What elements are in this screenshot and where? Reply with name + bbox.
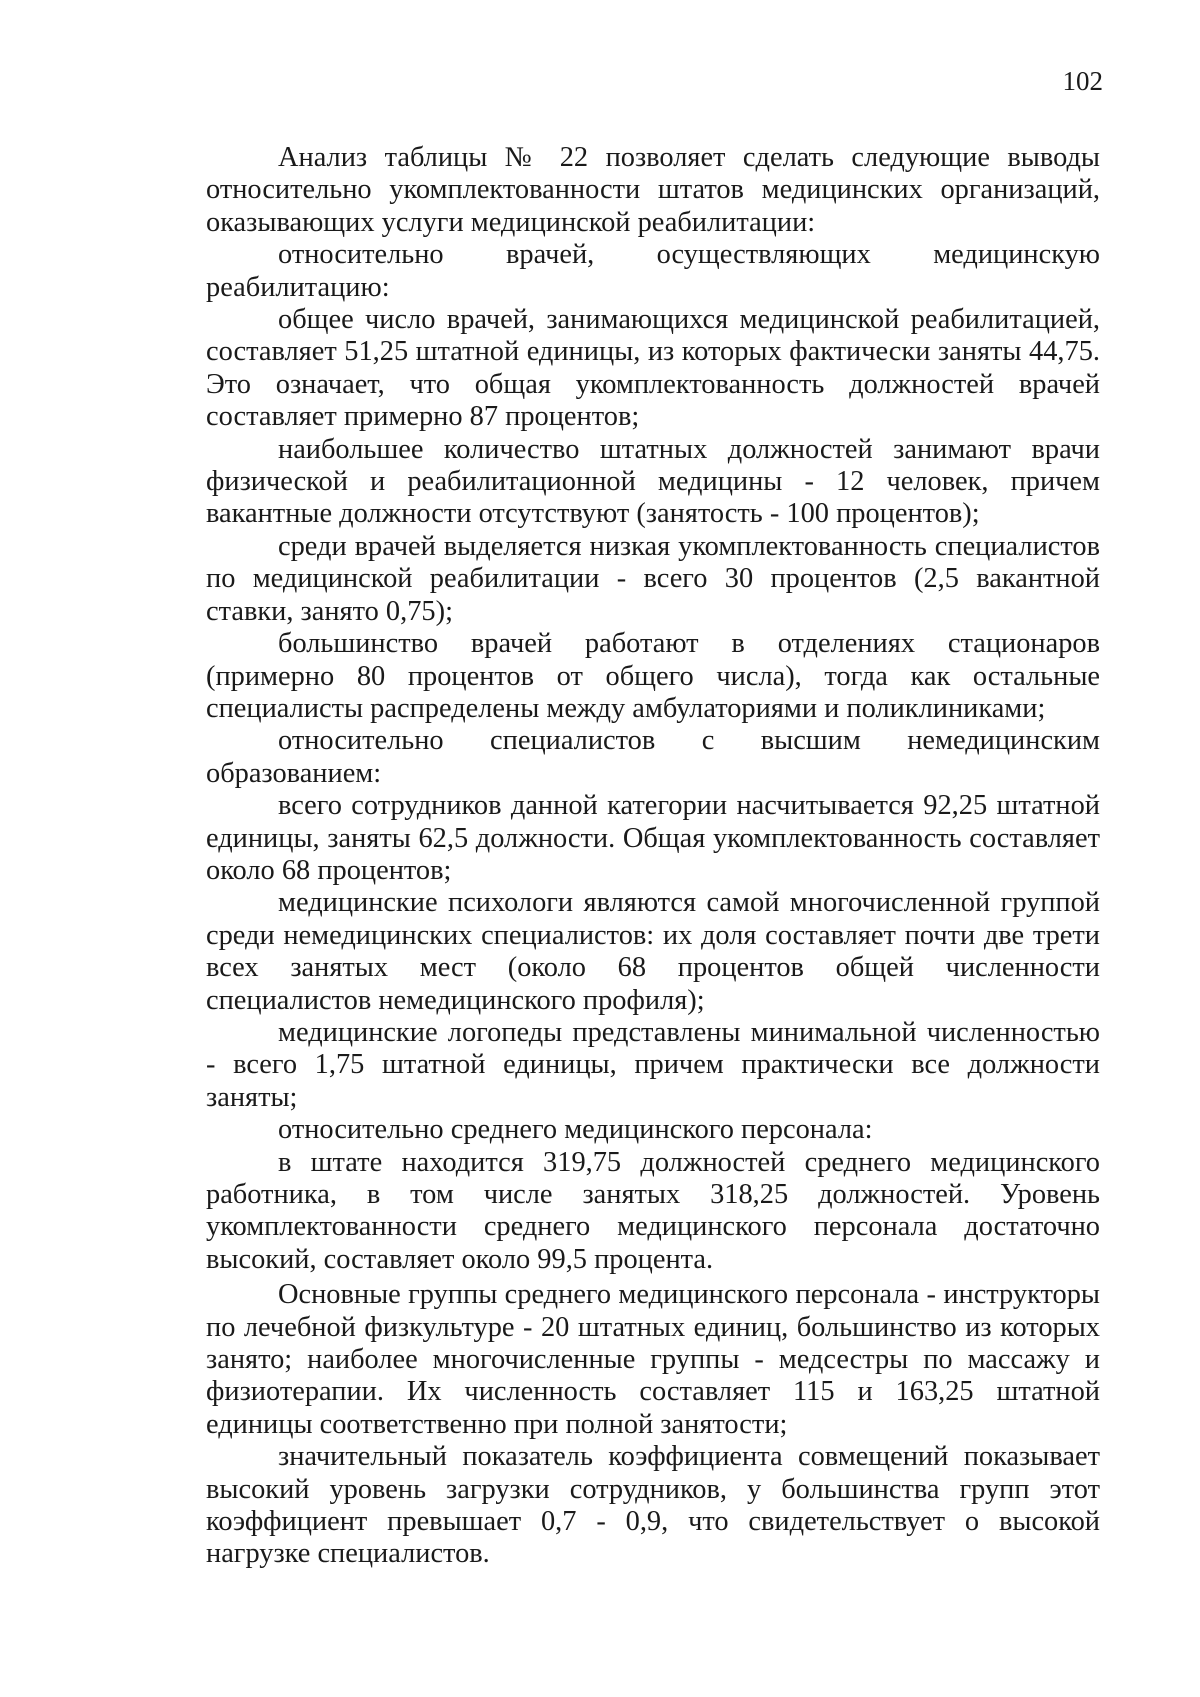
paragraph-doctors-heading: относительно врачей, осуществляющих медицинскую реабилитацию: bbox=[206, 239, 1100, 303]
paragraph-doctors-total: общее число врачей, занимающихся медицинской реабилитацией, составляет 51,25 штатной единицы, из которых фактически заняты 44,75. Это означает, что общая укомплектованность должностей врачей составляет примерно 87 процентов; bbox=[206, 304, 1100, 433]
page-number: 102 bbox=[1062, 66, 1103, 96]
paragraph-psychologists: медицинские психологи являются самой многочисленной группой среди немедицинских специалистов: их доля составляет почти две трети всех занятых мест (около 68 процентов общей численности специалистов немедицинского профиля); bbox=[206, 887, 1100, 1016]
paragraph-intro: Анализ таблицы № 22 позволяет сделать следующие выводы относительно укомплектованности штатов медицинских организаций, оказывающих услуги медицинской реабилитации: bbox=[206, 142, 1100, 238]
paragraph-nursing-groups: Основные группы среднего медицинского персонала - инструкторы по лечебной физкультуре - 20 штатных единиц, большинство из которых занято; наиболее многочисленные группы - медсестры по массажу и физиотерапии. Их численность составляет 115 и 163,25 штатной единицы соответственно при полной занятости; bbox=[206, 1279, 1100, 1440]
paragraph-nursing-total: в штате находится 319,75 должностей среднего медицинского работника, в том числе занятых 318,25 должностей. Уровень укомплектованности среднего медицинского персонала достаточно высокий, составляет около 99,5 процента. bbox=[206, 1146, 1100, 1275]
paragraph-doctors-low-staffing: среди врачей выделяется низкая укомплектованность специалистов по медицинской реабилитации - всего 30 процентов (2,5 вакантной ставки, занято 0,75); bbox=[206, 530, 1100, 627]
paragraph-nursing-heading: относительно среднего медицинского персонала: bbox=[278, 1114, 873, 1146]
paragraph-nonmedical-total: всего сотрудников данной категории насчитывается 92,25 штатной единицы, заняты 62,5 должности. Общая укомплектованность составляет около 68 процентов; bbox=[206, 790, 1100, 886]
paragraph-doctors-hospitals: большинство врачей работают в отделениях стационаров (примерно 80 процентов от общего числа), тогда как остальные специалисты распределены между амбулаториями и поликлиниками; bbox=[206, 628, 1100, 724]
body-text bbox=[206, 142, 1100, 1571]
paragraph-combination-coefficient: значительный показатель коэффициента совмещений показывает высокий уровень загрузки сотрудников, у большинства групп этот коэффициент превышает 0,7 - 0,9, что свидетельствует о высокой нагрузке специалистов. bbox=[206, 1441, 1100, 1570]
paragraph-doctors-physical-medicine: наибольшее количество штатных должностей занимают врачи физической и реабилитационной медицины - 12 человек, причем вакантные должности отсутствуют (занятость - 100 процентов); bbox=[206, 433, 1100, 530]
paragraph-nonmedical-heading: относительно специалистов с высшим немедицинским образованием: bbox=[206, 725, 1100, 789]
paragraph-speech-therapists: медицинские логопеды представлены минимальной численностью - всего 1,75 штатной единицы, причем практически все должности заняты; bbox=[206, 1016, 1100, 1113]
